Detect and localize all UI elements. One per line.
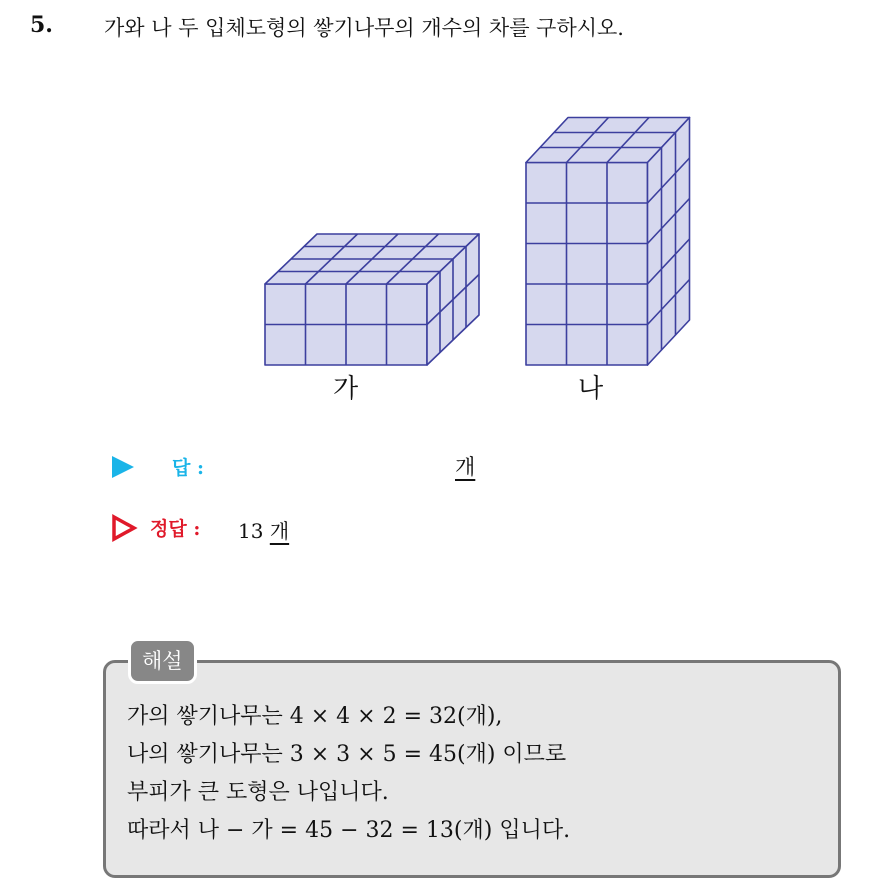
- shape-na-cubes: [526, 118, 690, 366]
- correct-value: 13: [238, 519, 264, 543]
- answer-unit[interactable]: 개: [455, 455, 476, 479]
- question-text: 가와 나 두 입체도형의 쌓기나무의 개수의 차를 구하시오.: [104, 16, 624, 40]
- cube-figure: [0, 0, 884, 440]
- front-face: [526, 163, 648, 366]
- correct-value-group: [238, 515, 289, 544]
- explanation-tab: 해설: [128, 638, 197, 684]
- correct-marker-icon: [110, 514, 138, 542]
- question-number: 5.: [30, 12, 53, 38]
- shape-ga-label: 가: [333, 374, 359, 404]
- explanation-line-1: 가의 쌓기나무는 4 × 4 × 2 = 32(개),: [127, 704, 503, 729]
- answer-marker-icon: [112, 456, 134, 478]
- answer-label: 답 :: [172, 457, 204, 479]
- correct-label: 정답 :: [150, 518, 201, 540]
- explanation-line-3: 부피가 큰 도형은 나입니다.: [127, 780, 389, 805]
- shape-na-label: 나: [578, 374, 604, 404]
- correct-unit: 개: [269, 519, 290, 543]
- right-face: [648, 118, 690, 366]
- explanation-line-4: 따라서 나 − 가 = 45 − 32 = 13(개) 입니다.: [127, 818, 571, 843]
- explanation-line-2: 나의 쌓기나무는 3 × 3 × 5 = 45(개) 이므로: [127, 742, 567, 767]
- explanation-lines: [127, 698, 570, 850]
- shape-ga-cubes: [265, 234, 479, 365]
